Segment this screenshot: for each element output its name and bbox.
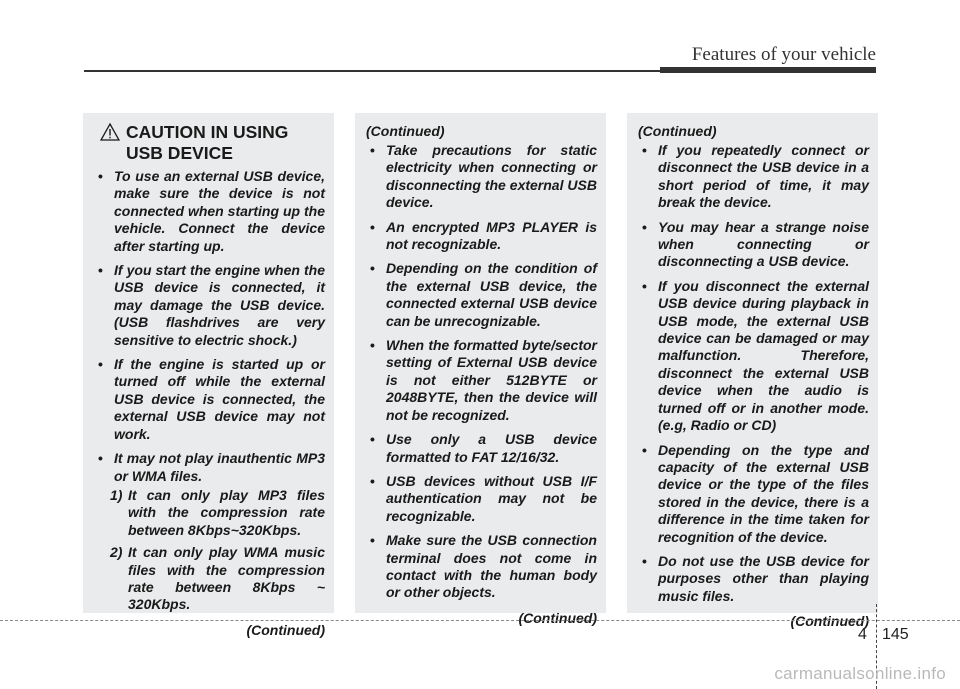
warning-triangle-icon	[100, 123, 120, 141]
caution-title-line1: CAUTION IN USING	[126, 122, 289, 142]
continued-label-end: (Continued)	[790, 613, 869, 630]
list-item: • Use only a USB device formatted to FAT 12/16/32.	[366, 431, 597, 466]
chapter-number: 4	[858, 626, 867, 643]
header-rule-accent	[660, 67, 876, 73]
sub-list	[110, 487, 325, 614]
continued-label-end: (Continued)	[246, 621, 325, 638]
caution-list-1	[94, 168, 325, 614]
list-item: • You may hear a strange noise when connecting or disconnecting a USB device.	[638, 219, 869, 271]
continued-label-end: (Continued)	[518, 609, 597, 626]
caution-list-3	[638, 142, 869, 605]
page-number: 145	[882, 626, 909, 643]
sub-list-item-text: It can only play MP3 files with the compression rate between 8Kbps~320Kbps.	[128, 486, 325, 538]
caution-panel-3	[627, 113, 878, 630]
list-item: • Do not use the USB device for purposes other than playing music files.	[638, 553, 869, 605]
list-item-text: It may not play inauthentic MP3 or WMA files.	[114, 450, 325, 484]
caution-panel-2	[355, 113, 606, 626]
caution-panel-1	[83, 113, 334, 638]
list-item: • When the formatted byte/sector setting of External USB device is not either 512BYTE or 2048BYTE, then the device will not be recognized.	[366, 337, 597, 424]
continued-label-start: (Continued)	[366, 123, 445, 139]
list-item: • If you repeatedly connect or disconnect the USB device in a short period of time, it may break the device.	[638, 142, 869, 212]
sub-list-item	[110, 544, 325, 614]
list-item: • USB devices without USB I/F authentication may not be recognizable.	[366, 473, 597, 525]
list-item: • Depending on the type and capacity of the external USB device or the type of the files stored in the device, there is a difference in the time taken for recognition of the device.	[638, 442, 869, 546]
watermark-text: carmanualsonline.info	[774, 664, 946, 683]
list-item	[94, 450, 325, 614]
list-item: • If you disconnect the external USB device during playback in USB mode, the external USB device can be damaged or may malfunction. Therefore, disconnect the external USB device when the audio is turned off or in another mode. (e.g, Radio or CD)	[638, 278, 869, 435]
list-item: • If the engine is started up or turned off while the external USB device is connected, the external USB device may not work.	[94, 356, 325, 443]
footer-dashed-rule	[0, 620, 960, 621]
continued-label-start: (Continued)	[638, 123, 717, 139]
list-item: • An encrypted MP3 PLAYER is not recognizable.	[366, 219, 597, 254]
sub-list-item-text: It can only play WMA music files with the compression rate between 8Kbps ~ 320Kbps.	[128, 544, 325, 613]
list-item: • Make sure the USB connection terminal does not come in contact with the human body or other objects.	[366, 532, 597, 602]
caution-list-2	[366, 142, 597, 602]
sub-list-item	[110, 487, 325, 539]
running-header: Features of your vehicle	[691, 44, 876, 65]
caution-heading	[100, 122, 325, 164]
list-item: • Depending on the condition of the external USB device, the connected external USB device can be unrecognizable.	[366, 260, 597, 330]
caution-title-line2: USB DEVICE	[126, 143, 233, 163]
list-item: • Take precautions for static electricity when connecting or disconnecting the external USB device.	[366, 142, 597, 212]
list-item: • If you start the engine when the USB device is connected, it may damage the USB device. (USB flashdrives are very sensitive to electric shock.)	[94, 262, 325, 349]
list-item: • To use an external USB device, make sure the device is not connected when starting up the vehicle. Connect the device after starting up.	[94, 168, 325, 255]
